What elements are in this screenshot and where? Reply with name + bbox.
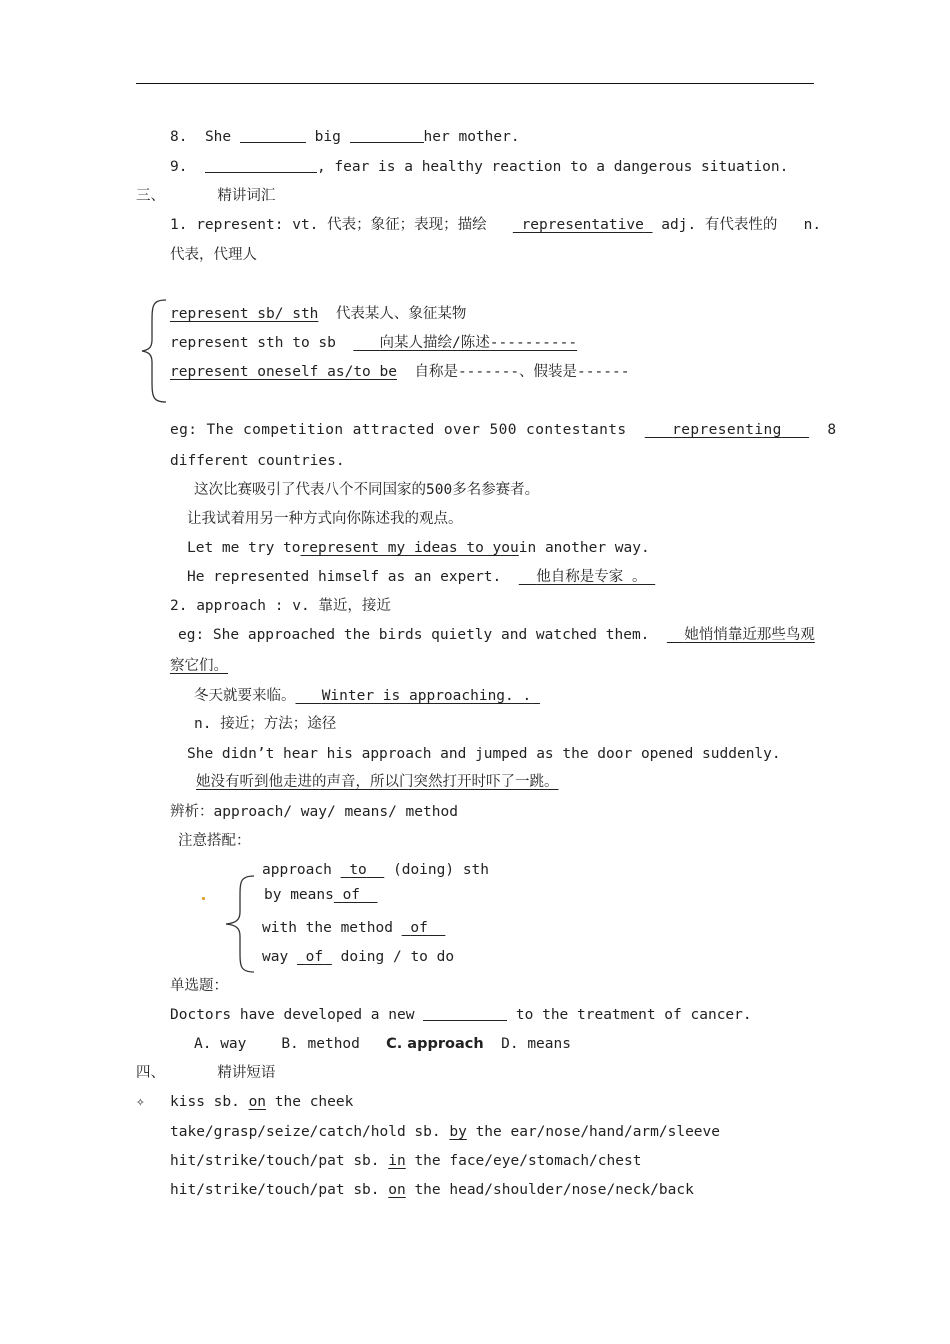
option-d[interactable]: D. means	[501, 1036, 571, 1052]
collocation-2: by means of	[264, 887, 361, 903]
represent-example-1-zh: 这次比赛吸引了代表八个不同国家的500多名参赛者。	[194, 482, 540, 498]
option-c[interactable]: C. approach	[386, 1036, 484, 1052]
represent-pattern-2: represent sth to sb 向某人描绘/陈述----------	[170, 335, 578, 351]
brace-icon	[138, 298, 170, 404]
blank-8b[interactable]	[350, 128, 424, 143]
approach-example-1-cont: 察它们。	[170, 658, 228, 674]
represent-example-2-zh: 让我试着用另一种方式向你陈述我的观点。	[187, 511, 463, 527]
mark-dot	[202, 897, 205, 900]
phrase-1: kiss sb. on the cheek	[170, 1094, 354, 1110]
mcq-options	[194, 1034, 571, 1054]
item-8: 8. She big her mother.	[170, 129, 520, 145]
phrase-3: hit/strike/touch/pat sb. in the face/eye/stomach/chest	[170, 1153, 642, 1169]
phrase-4: hit/strike/touch/pat sb. on the head/shoulder/nose/neck/back	[170, 1182, 694, 1198]
represent-example-3: He represented himself as an expert. 他自称是专家 。	[187, 569, 647, 585]
mcq-stem: Doctors have developed a new to the treatment of cancer.	[170, 1007, 752, 1023]
collocation-note: 注意搭配：	[178, 833, 251, 849]
option-a[interactable]: A. way	[194, 1036, 247, 1052]
mcq-blank[interactable]	[423, 1006, 507, 1021]
header-rule	[136, 83, 814, 84]
represent-example-1: eg: The competition attracted over 500 contestants representing 8	[170, 422, 837, 438]
represent-pattern-3: represent oneself as/to be 自称是-------、假装是------	[170, 364, 630, 380]
vocab-represent-noun: 代表，代理人	[170, 247, 257, 263]
collocation-3: with the method of	[262, 920, 428, 936]
item-9: 9. , fear is a healthy reaction to a dangerous situation.	[170, 159, 789, 175]
approach-noun: n. 接近；方法；途径	[194, 716, 337, 732]
distinguish-note: 辨析：approach/ way/ means/ method	[170, 804, 458, 820]
collocation-4: way of doing / to do	[262, 949, 455, 965]
represent-example-1-cont: different countries.	[170, 453, 345, 469]
option-b[interactable]: B. method	[281, 1036, 360, 1052]
represent-example-2: Let me try torepresent my ideas to youin another way.	[187, 540, 650, 556]
collocation-1: approach to (doing) sth	[262, 862, 490, 878]
section-3-heading: 三、 精讲词汇	[136, 188, 276, 204]
approach-example-3-zh: 她没有听到他走进的声音，所以门突然打开时吓了一跳。	[196, 774, 559, 790]
blank-9[interactable]	[205, 158, 317, 173]
vocab-approach-head: 2. approach : v. 靠近，接近	[170, 598, 391, 614]
represent-pattern-1: represent sb/ sth 代表某人、象征某物	[170, 306, 467, 322]
vocab-represent-head: 1. represent: vt. 代表；象征；表现；描绘 representative adj. 有代表性的 n.	[170, 217, 822, 233]
brace-icon	[222, 874, 258, 974]
approach-example-2: 冬天就要来临。 Winter is approaching. .	[194, 688, 532, 704]
bullet-icon: ✧	[136, 1094, 145, 1110]
approach-example-1: eg: She approached the birds quietly and watched them. 她悄悄靠近那些鸟观	[178, 627, 815, 643]
phrase-2: take/grasp/seize/catch/hold sb. by the ear/nose/hand/arm/sleeve	[170, 1124, 720, 1140]
blank-8a[interactable]	[240, 128, 306, 143]
section-4-heading: 四、 精讲短语	[136, 1065, 276, 1081]
approach-example-3: She didn’t hear his approach and jumped as the door opened suddenly.	[187, 746, 781, 762]
mcq-label: 单选题：	[170, 978, 228, 994]
